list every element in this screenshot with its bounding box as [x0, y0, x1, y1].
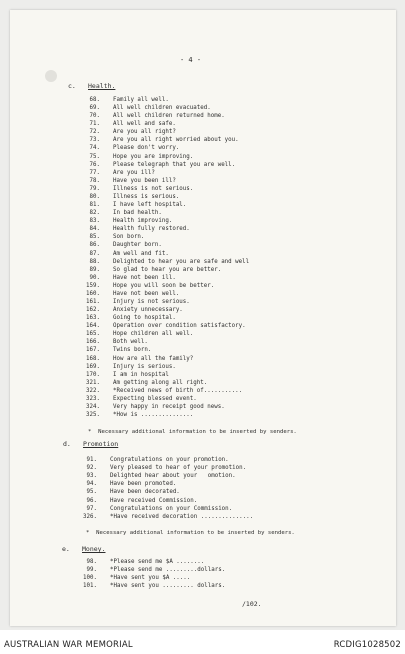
item-number: 162.	[86, 307, 100, 314]
item-number: 168.	[86, 355, 100, 362]
item-text: Hope you will soon be better.	[113, 282, 215, 289]
item-number: 160.	[86, 290, 100, 297]
item-text: Very happy in receipt good news.	[113, 404, 225, 411]
item-text: *Have sent you ......... dollars.	[110, 583, 226, 590]
item-number: 321.	[86, 379, 100, 386]
item-text: Son born.	[113, 234, 145, 241]
item-number: 78.	[89, 177, 100, 184]
item-number: 169.	[86, 363, 100, 370]
item-text: I am in hospital	[113, 371, 169, 378]
item-number: 71.	[89, 121, 100, 128]
item-number: 76.	[89, 161, 100, 168]
item-text: Very pleased to hear of your promotion.	[110, 465, 247, 472]
item-text: Injury is not serious.	[113, 299, 190, 305]
item-text: *Have sent you $A .....	[110, 575, 191, 582]
item-text: Health fully restored.	[113, 226, 190, 233]
item-number: 70.	[89, 113, 100, 120]
item-number: 93.	[86, 473, 97, 480]
item-number: 165.	[86, 331, 100, 338]
item-number: 90.	[89, 274, 100, 281]
item-number: 83.	[89, 218, 100, 225]
item-text: Have received Commission.	[110, 497, 198, 504]
page-number: - 4 -	[180, 56, 202, 64]
item-text: All well children returned home.	[113, 113, 225, 120]
item-text: Have not been ill.	[113, 274, 176, 281]
item-number: 74.	[89, 145, 100, 152]
item-number: 75.	[89, 153, 100, 160]
item-text: *Please send me .........dollars.	[110, 567, 226, 574]
item-text: Am well and fit.	[113, 250, 169, 257]
item-number: 166.	[86, 339, 100, 346]
item-number: 161.	[86, 299, 100, 305]
item-text: *Received news of birth of...........	[113, 387, 243, 394]
item-number: 170.	[86, 371, 100, 378]
item-text: Injury is serious.	[113, 363, 176, 370]
item-text: Am getting along all right.	[113, 379, 208, 386]
item-text: Please don't worry.	[113, 145, 180, 152]
item-text: Congratulations on your promotion.	[110, 457, 229, 463]
item-text: Are you ill?	[113, 169, 155, 176]
item-text: *Have received decoration ...............	[110, 513, 254, 520]
item-number: 91.	[86, 457, 97, 463]
health-section-letter: c.	[68, 82, 76, 90]
item-number: 167.	[86, 347, 100, 354]
item-text: Have you been ill?	[113, 177, 176, 184]
item-number: 163.	[86, 315, 100, 322]
item-text: Delighted hear about your omotion.	[110, 473, 236, 480]
item-number: 77.	[89, 169, 100, 176]
promotion-note: * Necessary additional information to be inserted by senders.	[86, 530, 295, 536]
item-text: Daughter born.	[113, 242, 162, 249]
item-text: Have been promoted.	[110, 481, 177, 488]
item-text: Hope you are improving.	[113, 153, 194, 160]
punch-hole	[45, 70, 57, 82]
item-text: Expecting blessed event.	[113, 395, 197, 402]
item-text: In bad health.	[113, 210, 162, 217]
item-number: 86.	[89, 242, 100, 249]
item-text: Health improving.	[113, 218, 173, 225]
item-text: Are you all right worried about you.	[113, 137, 239, 144]
item-number: 323.	[86, 395, 100, 402]
item-number: 101.	[83, 583, 97, 590]
item-number: 99.	[86, 567, 97, 574]
item-number: 81.	[89, 202, 100, 209]
item-number: 164.	[86, 323, 100, 330]
item-text: All well and safe.	[113, 121, 176, 128]
item-number: 73.	[89, 137, 100, 144]
promotion-section-title: Promotion	[83, 440, 119, 448]
item-text: *Please send me $A ........	[110, 559, 205, 565]
item-text: Are you all right?	[113, 129, 176, 136]
item-number: 84.	[89, 226, 100, 233]
item-number: 80.	[89, 193, 100, 200]
continuation-marker: /102.	[242, 600, 262, 608]
item-text: Family all well.	[113, 97, 169, 103]
item-number: 72.	[89, 129, 100, 136]
item-text: Please telegraph that you are well.	[113, 161, 236, 168]
item-number: 159.	[86, 282, 100, 289]
item-text: Illness is not serious.	[113, 185, 194, 192]
item-number: 100.	[83, 575, 97, 582]
item-text: Have not been well.	[113, 290, 180, 297]
item-text: How are all the family?	[113, 355, 194, 362]
item-number: 94.	[86, 481, 97, 488]
item-text: Both well.	[113, 339, 148, 346]
item-number: 326.	[83, 513, 97, 520]
item-number: 85.	[89, 234, 100, 241]
item-text: I have left hospital.	[113, 202, 187, 209]
item-number: 322.	[86, 387, 100, 394]
health-note: * Necessary additional information to be inserted by senders.	[88, 429, 297, 435]
item-number: 98.	[86, 559, 97, 565]
money-section-title: Money.	[82, 545, 106, 553]
item-number: 96.	[86, 497, 97, 504]
item-text: Going to hospital.	[113, 315, 176, 322]
item-number: 79.	[89, 185, 100, 192]
money-section-letter: e.	[62, 545, 70, 553]
item-text: Congratulations on your Commission.	[110, 505, 233, 512]
item-number: 324.	[86, 404, 100, 411]
health-section-title: Health.	[88, 82, 116, 90]
item-number: 92.	[86, 465, 97, 472]
item-text: Twins born.	[113, 347, 152, 354]
item-text: So glad to hear you are better.	[113, 266, 222, 273]
item-number: 97.	[86, 505, 97, 512]
item-number: 89.	[89, 266, 100, 273]
item-number: 88.	[89, 258, 100, 265]
item-number: 69.	[89, 105, 100, 112]
item-number: 325.	[86, 412, 100, 419]
item-number: 68.	[89, 97, 100, 103]
footer-archive-name: AUSTRALIAN WAR MEMORIAL	[4, 640, 133, 650]
item-number: 95.	[86, 489, 97, 496]
item-text: Have been decorated.	[110, 489, 180, 496]
item-text: Illness is serious.	[113, 193, 180, 200]
item-text: Hope children all well.	[113, 331, 194, 338]
footer-record-id: RCDIG1028502	[333, 640, 401, 650]
promotion-section-letter: d.	[63, 440, 71, 448]
item-text: Operation over condition satisfactory.	[113, 323, 246, 330]
item-text: *How is ...............	[113, 412, 194, 419]
item-text: All well children evacuated.	[113, 105, 211, 112]
item-number: 87.	[89, 250, 100, 257]
item-text: Anxiety unnecessary.	[113, 307, 183, 314]
item-text: Delighted to hear you are safe and well	[113, 258, 250, 265]
item-number: 82.	[89, 210, 100, 217]
